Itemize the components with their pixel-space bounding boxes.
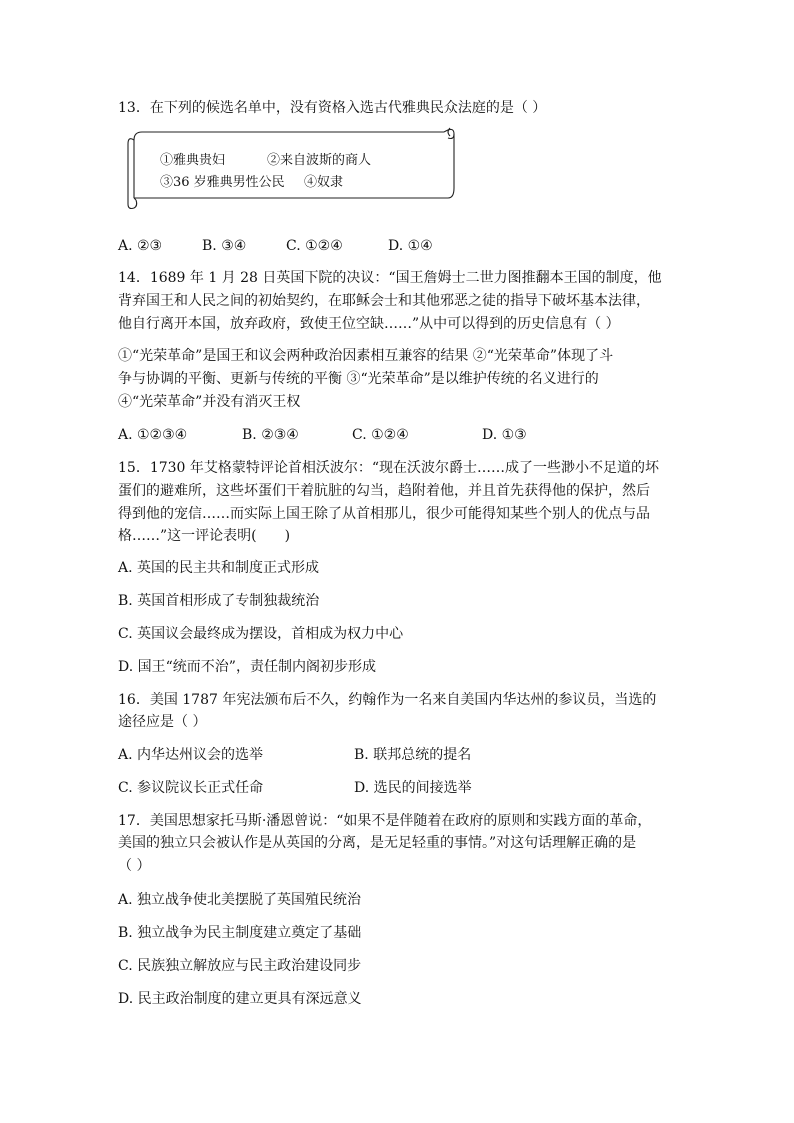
q16-options-row-2 [118,778,678,798]
q15-option-d[interactable]: D. 国王“统而不治”，责任制内阁初步形成 [118,659,376,675]
q14-option-b[interactable]: B. ②③④ [242,427,299,443]
q14-statement-line-1: ①“光荣革命”是国王和议会两种政治因素相互兼容的结果 ②“光荣革命”体现了斗 [118,348,614,364]
q13-box-item-1: ①雅典贵妇 [160,153,226,168]
q16-option-d[interactable]: D. 选民的间接选举 [354,780,472,796]
q14-statement-line-2: 争与协调的平衡、更新与传统的平衡 ③“光荣革命”是以维护传统的名义进行的 [118,371,599,387]
q13-option-c[interactable]: C. ①②④ [286,238,343,254]
q17-stem-line-3: （ ） [118,858,151,874]
q15-stem-line-2: 蛋们的避难所，这些坏蛋们干着肮脏的勾当，趋附着他，并且首先获得他的保护，然后 [118,483,650,499]
q14-statement-line-3: ④“光荣革命”并没有消灭王权 [118,394,301,410]
q13-options [118,236,678,256]
q17-option-c[interactable]: C. 民族独立解放应与民主政治建设同步 [118,958,362,974]
q14-option-a[interactable]: A. ①②③④ [118,427,188,443]
q14-stem-line-2: 背弃国王和人民之间的初始契约，在耶稣会士和其他邪恶之徒的指导下破坏基本法律， [118,293,650,309]
q16-option-c[interactable]: C. 参议院议长正式任命 [118,780,264,796]
q14-stem-line-1: 14．1689 年 1 月 28 日英国下院的决议：“国王詹姆士二世力图推翻本王国的制度，他 [118,270,662,286]
q14-option-d[interactable]: D. ①③ [482,427,527,443]
q16-options-row-1 [118,745,678,765]
q17-option-a[interactable]: A. 独立战争使北美摆脱了英国殖民统治 [118,892,362,908]
q17-option-d[interactable]: D. 民主政治制度的建立更具有深远意义 [118,991,362,1007]
q14-options [118,425,678,445]
q15-stem-line-3: 得到他的宠信……而实际上国王除了从首相那儿，很少可能得知某些个别人的优点与品 [118,506,650,522]
q17-stem-line-2: 美国的独立只会被认作是从英国的分离，是无足轻重的事情。”对这句话理解正确的是 [118,835,637,851]
q16-stem-line-1: 16．美国 1787 年宪法颁布后不久，约翰作为一名来自美国内华达州的参议员，当选的 [118,692,657,708]
q17-stem-line-1: 17．美国思想家托马斯·潘恩曾说：“如果不是伴随着在政府的原则和实践方面的革命， [118,813,652,829]
q16-option-a[interactable]: A. 内华达州议会的选举 [118,747,264,763]
q13-box-item-2: ②来自波斯的商人 [267,153,372,168]
q13-option-a[interactable]: A. ②③ [118,238,163,254]
q16-option-b[interactable]: B. 联邦总统的提名 [354,747,472,763]
q17-option-b[interactable]: B. 独立战争为民主制度建立奠定了基础 [118,925,362,941]
q15-option-b[interactable]: B. 英国首相形成了专制独裁统治 [118,593,320,609]
q13-option-d[interactable]: D. ①④ [388,238,433,254]
q14-option-c[interactable]: C. ①②④ [352,427,409,443]
q14-stem-line-3: 他自行离开本国，放弃政府，致使王位空缺……”从中可以得到的历史信息有（ ） [118,316,620,332]
q13-scroll-box [124,124,460,214]
q15-stem-line-4: 格……”这一评论表明( ) [118,528,291,544]
q15-stem-line-1: 15．1730 年艾格蒙特评论首相沃波尔：“现在沃波尔爵士……成了一些渺小不足道的坏 [118,460,660,476]
q13-box-item-4: ④奴隶 [304,175,344,190]
q13-stem: 13．在下列的候选名单中，没有资格入选古代雅典民众法庭的是（ ） [118,100,547,116]
q16-stem-line-2: 途径应是（ ） [118,714,207,730]
q15-option-c[interactable]: C. 英国议会最终成为摆设，首相成为权力中心 [118,626,404,642]
q13-option-b[interactable]: B. ③④ [202,238,247,254]
q13-box-item-3: ③36 岁雅典男性公民 [160,175,285,190]
q15-option-a[interactable]: A. 英国的民主共和制度正式形成 [118,560,320,576]
